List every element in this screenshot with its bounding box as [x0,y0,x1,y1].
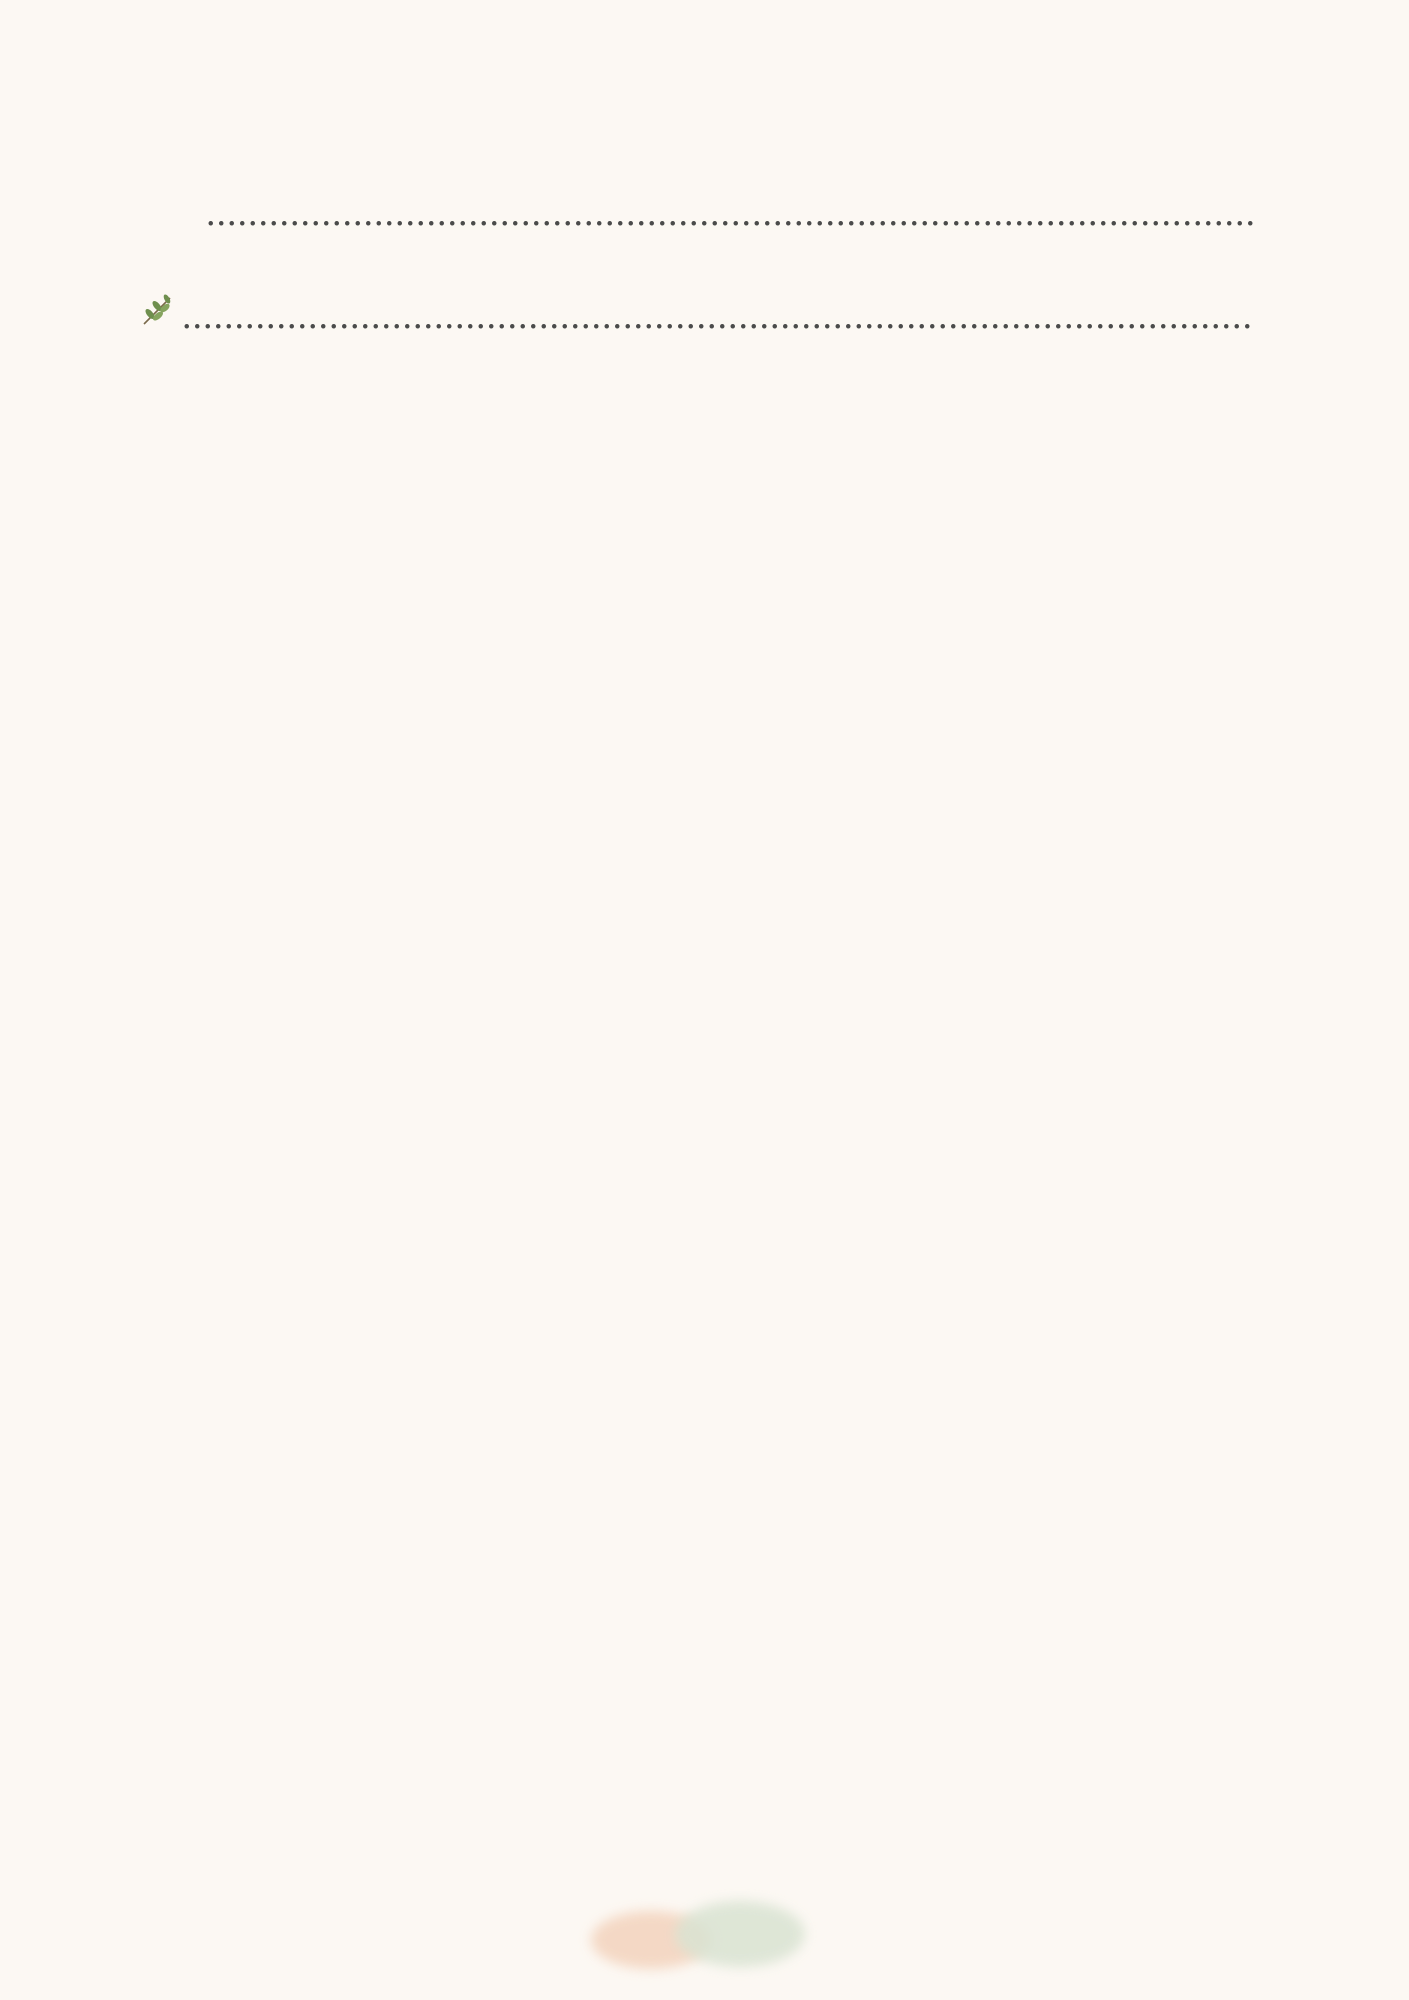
dot-leader [206,188,1253,240]
table-of-contents [163,188,1263,343]
dot-leader [182,291,1253,343]
page-footer [585,1895,825,1975]
toc-entry-continuation[interactable] [163,188,1263,240]
spacer [163,240,1263,292]
leaf-sprig-icon [140,291,182,343]
watercolor-blob-green [675,1901,805,1967]
toc-section[interactable] [140,291,1263,343]
